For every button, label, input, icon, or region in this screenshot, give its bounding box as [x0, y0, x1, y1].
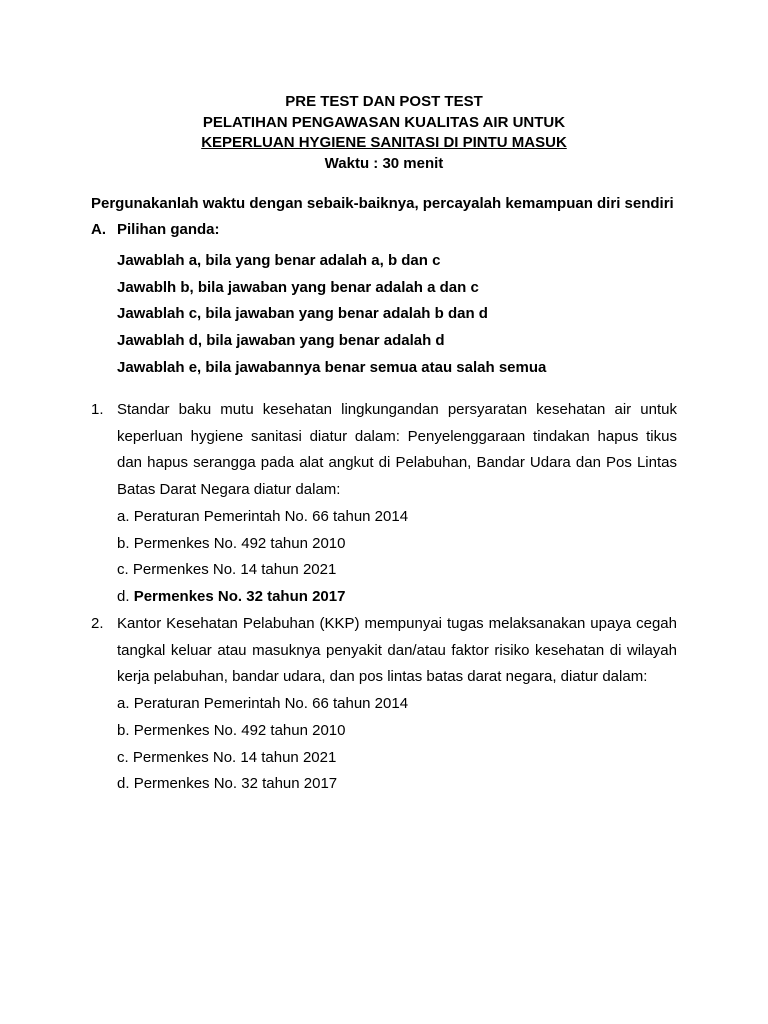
instruction-item: Jawablah a, bila yang benar adalah a, b dan c	[117, 252, 441, 269]
question-text: Standar baku mutu kesehatan lingkungandan persyaratan kesehatan air untuk keperluan hygiene sanitasi diatur dalam: Penyelenggaraan tindakan hapus tikus dan hapus serangga pada alat angkut di Pelabuhan, Bandar Udara dan Pos Lintas Batas Darat Negara diatur dalam:	[117, 401, 677, 499]
question-item	[91, 397, 677, 611]
option-text: Peraturan Pemerintah No. 66 tahun 2014	[133, 695, 409, 713]
header-subtitle: PELATIHAN PENGAWASAN KUALITAS AIR UNTUK	[202, 113, 566, 131]
instruction-item: Jawablh b, bila jawaban yang benar adalah a dan c	[117, 278, 479, 296]
question-body	[117, 397, 677, 611]
header-duration: Waktu : 30 menit	[324, 154, 444, 172]
header-subtitle-underlined: KEPERLUAN HYGIENE SANITASI DI PINTU MASUK	[201, 134, 567, 151]
document-header	[0, 92, 768, 174]
section-heading	[91, 221, 220, 238]
intro-text: Pergunakanlah waktu dengan sebaik-baiknya, percayalah kemampuan diri sendiri	[91, 195, 674, 212]
answer-option	[117, 531, 677, 558]
option-text: Permenkes No. 14 tahun 2021	[132, 748, 337, 766]
option-letter: a.	[117, 695, 130, 713]
option-letter: d.	[117, 775, 130, 793]
question-item	[91, 611, 677, 798]
question-body	[117, 611, 677, 798]
option-text-bold: Permenkes No. 32 tahun 2017	[133, 587, 346, 605]
option-text: Permenkes No. 492 tahun 2010	[133, 721, 346, 739]
answer-option	[117, 691, 677, 718]
section-title: Pilihan ganda:	[117, 221, 220, 238]
instruction-item: Jawablah e, bila jawabannya benar semua atau salah semua	[117, 358, 547, 376]
answer-option	[117, 745, 677, 772]
option-letter: b.	[117, 721, 130, 739]
option-letter: c.	[117, 561, 129, 579]
answer-option	[117, 771, 677, 798]
option-letter: b.	[117, 534, 130, 552]
answer-option	[117, 504, 677, 531]
option-letter: a.	[117, 507, 130, 525]
question-number: 2.	[91, 615, 104, 632]
answer-option	[117, 557, 677, 584]
option-letter: c.	[117, 748, 129, 766]
option-text: Permenkes No. 14 tahun 2021	[132, 561, 337, 579]
instruction-item: Jawablah c, bila jawaban yang benar adalah b dan d	[117, 305, 488, 323]
answer-option	[117, 718, 677, 745]
instructions-list	[117, 248, 546, 382]
option-text: Permenkes No. 32 tahun 2017	[133, 775, 338, 793]
header-title: PRE TEST DAN POST TEST	[285, 93, 483, 110]
option-text: Peraturan Pemerintah No. 66 tahun 2014	[133, 507, 409, 525]
question-text: Kantor Kesehatan Pelabuhan (KKP) mempunyai tugas melaksanakan upaya cegah tangkal keluar atau masuknya penyakit dan/atau faktor risiko kesehatan di wilayah kerja pelabuhan, bandar udara, dan pos lintas batas darat negara, diatur dalam:	[117, 615, 677, 686]
question-number: 1.	[91, 401, 104, 418]
option-letter: d.	[117, 587, 130, 605]
instruction-item: Jawablah d, bila jawaban yang benar adalah d	[117, 332, 445, 350]
section-marker: A.	[91, 221, 106, 238]
option-text: Permenkes No. 492 tahun 2010	[133, 534, 346, 552]
answer-option-highlighted	[117, 584, 677, 611]
